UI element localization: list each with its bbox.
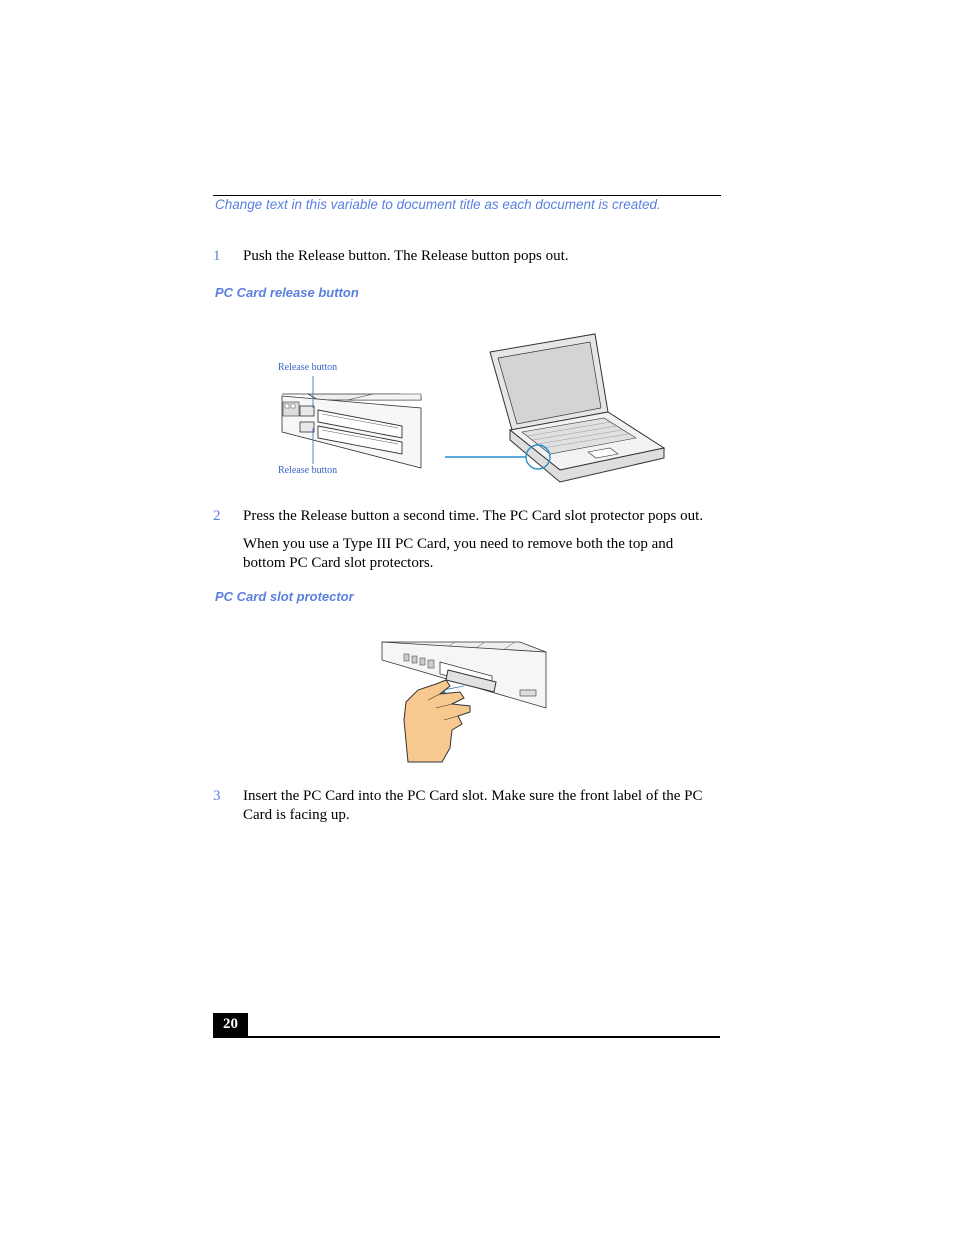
release-button-top (300, 406, 314, 416)
laptop-illustration (440, 330, 670, 490)
step-number: 1 (213, 248, 221, 264)
step-number: 2 (213, 508, 221, 524)
callout-label-top: Release button (278, 362, 338, 373)
slot-protector-illustration (380, 640, 550, 765)
footer-rule (213, 1036, 720, 1038)
step-note-text: When you use a Type III PC Card, you need to remove both the top and bottom PC Card slot protectors. (243, 536, 674, 571)
release-button-closeup (278, 372, 428, 472)
document-title: Change text in this variable to document title as each document is created. (215, 197, 661, 212)
header-rule (213, 195, 721, 196)
callout-label-bottom: Release button (278, 465, 338, 476)
step-text: Press the Release button a second time. The PC Card slot protector pops out. (243, 508, 704, 524)
release-button-bottom (300, 422, 314, 432)
hand-illustration (404, 680, 470, 762)
step-text: Insert the PC Card into the PC Card slot. Make sure the front label of the PC Card is facing up. (243, 788, 703, 823)
figure-caption-protector: PC Card slot protector (215, 589, 354, 604)
step-text: Push the Release button. The Release button pops out. (243, 248, 569, 264)
figure-caption-release: PC Card release button (215, 285, 359, 300)
page-number: 20 (213, 1013, 248, 1036)
step-number: 3 (213, 788, 221, 804)
